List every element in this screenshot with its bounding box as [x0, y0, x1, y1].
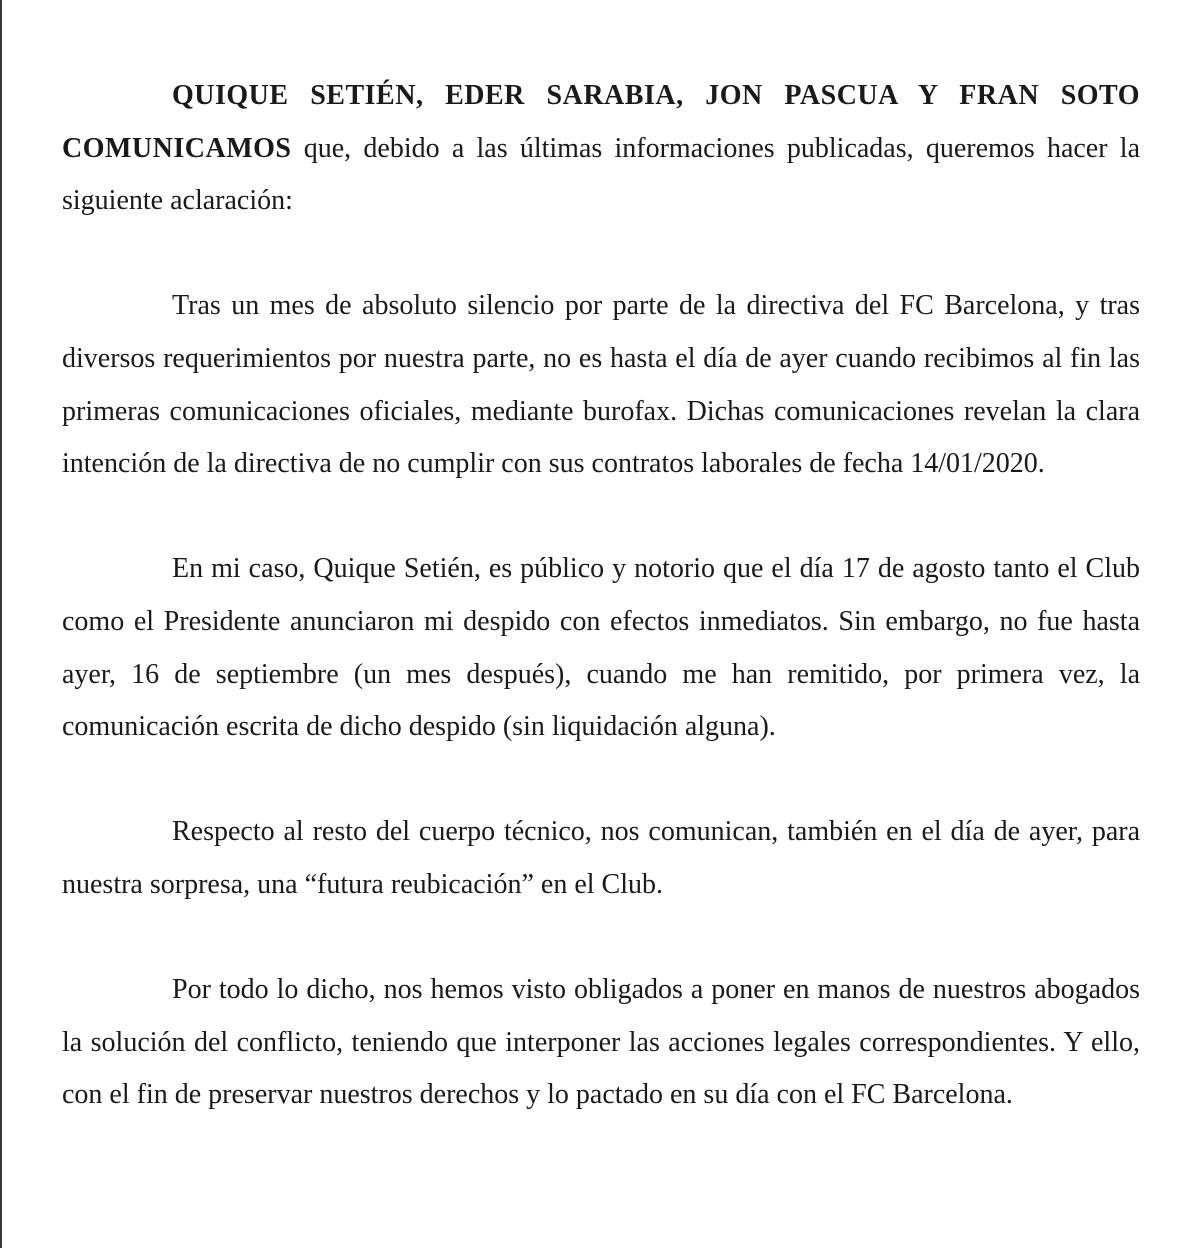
page-left-border [0, 0, 2, 1248]
intro-text: que, debido a las últimas informaciones publicadas, queremos hacer la siguiente aclaración: [62, 132, 1140, 217]
intro-signatories: QUIQUE SETIÉN, EDER SARABIA, JON PASCUA Y FRAN SOTO COMUNICAMOS [62, 80, 1140, 164]
intro-paragraph [62, 70, 1140, 228]
statement-document [62, 70, 1140, 1122]
paragraph-relocation: Respecto al resto del cuerpo técnico, nos comunican, también en el día de ayer, para nuestra sorpresa, una “futura reubicación” en el Club. [62, 816, 1140, 900]
paragraph-legal-action: Por todo lo dicho, nos hemos visto obligados a poner en manos de nuestros abogados la solución del conflicto, teniendo que interponer las acciones legales correspondientes. Y ello, con el fin de preservar nuestros derechos y lo pactado en su día con el FC Barcelona. [62, 974, 1140, 1111]
paragraph-silence: Tras un mes de absoluto silencio por parte de la directiva del FC Barcelona, y tras diversos requerimientos por nuestra parte, no es hasta el día de ayer cuando recibimos al fin las primeras comunicaciones oficiales, mediante burofax. Dichas comunicaciones revelan la clara intención de la directiva de no cumplir con sus contratos laborales de fecha 14/01/2020. [62, 290, 1140, 480]
paragraph-dismissal: En mi caso, Quique Setién, es público y notorio que el día 17 de agosto tanto el Club como el Presidente anunciaron mi despido con efectos inmediatos. Sin embargo, no fue hasta ayer, 16 de septiembre (un mes después), cuando me han remitido, por primera vez, la comunicación escrita de dicho despido (sin liquidación alguna). [62, 553, 1140, 743]
